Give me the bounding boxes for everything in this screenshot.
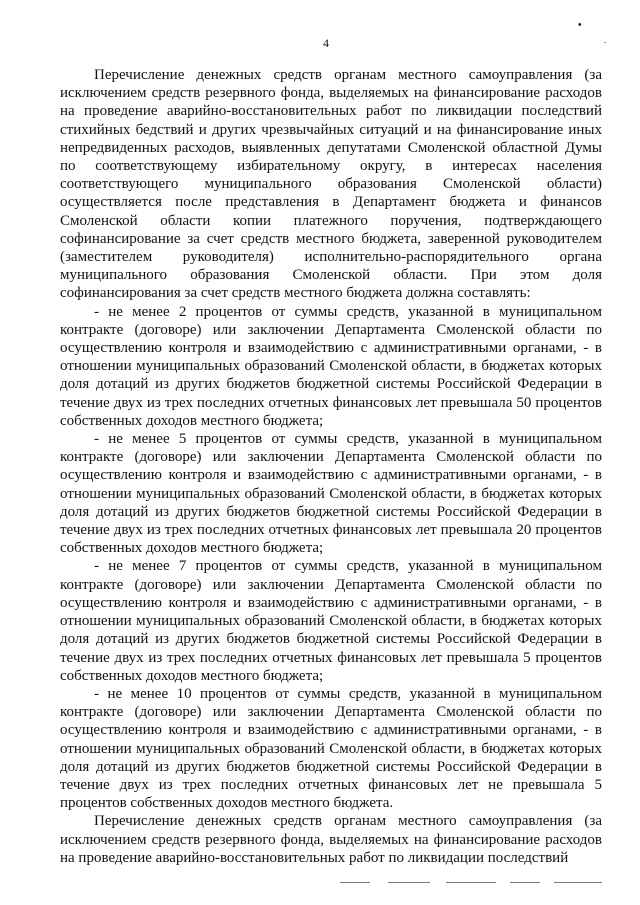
page-number: 4 bbox=[323, 36, 329, 50]
scan-artifact-line bbox=[446, 882, 496, 883]
scan-artifact-lines bbox=[340, 882, 620, 886]
corner-mark-small: - bbox=[604, 38, 607, 46]
corner-mark: • bbox=[578, 20, 582, 31]
list-item-5-percent: - не менее 5 процентов от суммы средств, указанной в муниципальном контракте (договоре) или заключении Департамента Смоленской области по осуществлению контроля и взаимодействию с административными органами, - в отношении муниципальных образований Смоленской области, в бюджетах которых доля дотаций из других бюджетов бюджетной системы Российской Федерации в течение двух из трех последних отчетных финансовых лет превышала 20 процентов собственных доходов местного бюджета; bbox=[60, 431, 602, 557]
scan-artifact-line bbox=[340, 882, 370, 883]
list-item-7-percent: - не менее 7 процентов от суммы средств, указанной в муниципальном контракте (договоре) или заключении Департамента Смоленской области по осуществлению контроля и взаимодействию с административными органами, - в отношении муниципальных образований Смоленской области, в бюджетах которых доля дотаций из других бюджетов бюджетной системы Российской Федерации в течение двух из трех последних отчетных финансовых лет превышала 5 процентов собственных доходов местного бюджета; bbox=[60, 558, 602, 684]
paragraph-transfer-continued: Перечисление денежных средств органам местного самоуправления (за исключением средств резервного фонда, выделяемых на финансирование расходов на проведение аварийно-восстановительных работ по ликвидации последствий bbox=[60, 813, 602, 866]
paragraph-transfer-conditions: Перечисление денежных средств органам местного самоуправления (за исключением средств резервного фонда, выделяемых на финансирование расходов на проведение аварийно-восстановительных работ по ликвидации последствий стихийных бедствий и других чрезвычайных ситуаций и на финансирование иных непредвиденных расходов, выявленных депутатами Смоленской областной Думы по соответствующему избирательному округу, в интересах населения соответствующего муниципального образования Смоленской области) осуществляется после представления в Департамент бюджета и финансов Смоленской области копии платежного поручения, подтверждающего софинансирование за счет средств местного бюджета, заверенной руководителем (заместителем руководителя) исполнительно-распорядительного органа муниципального образования Смоленской области. При этом доля софинансирования за счет средств местного бюджета должна составлять: bbox=[60, 67, 602, 302]
list-item-2-percent: - не менее 2 процентов от суммы средств, указанной в муниципальном контракте (договоре) или заключении Департамента Смоленской области по осуществлению контроля и взаимодействию с административными органами, - в отношении муниципальных образований Смоленской области, в бюджетах которых доля дотаций из других бюджетов бюджетной системы Российской Федерации в течение двух из трех последних отчетных финансовых лет превышала 50 процентов собственных доходов местного бюджета; bbox=[60, 303, 602, 429]
scan-artifact-line bbox=[554, 882, 602, 883]
scan-artifact-line bbox=[388, 882, 430, 883]
list-item-10-percent: - не менее 10 процентов от суммы средств, указанной в муниципальном контракте (договоре) или заключении Департамента Смоленской области по осуществлению контроля и взаимодействию с административными органами, - в отношении муниципальных образований Смоленской области, в бюджетах которых доля дотаций из других бюджетов бюджетной системы Российской Федерации в течение двух из трех последних отчетных финансовых лет не превышала 5 процентов собственных доходов местного бюджета. bbox=[60, 685, 602, 812]
document-body bbox=[60, 66, 602, 867]
scan-artifact-line bbox=[510, 882, 540, 883]
